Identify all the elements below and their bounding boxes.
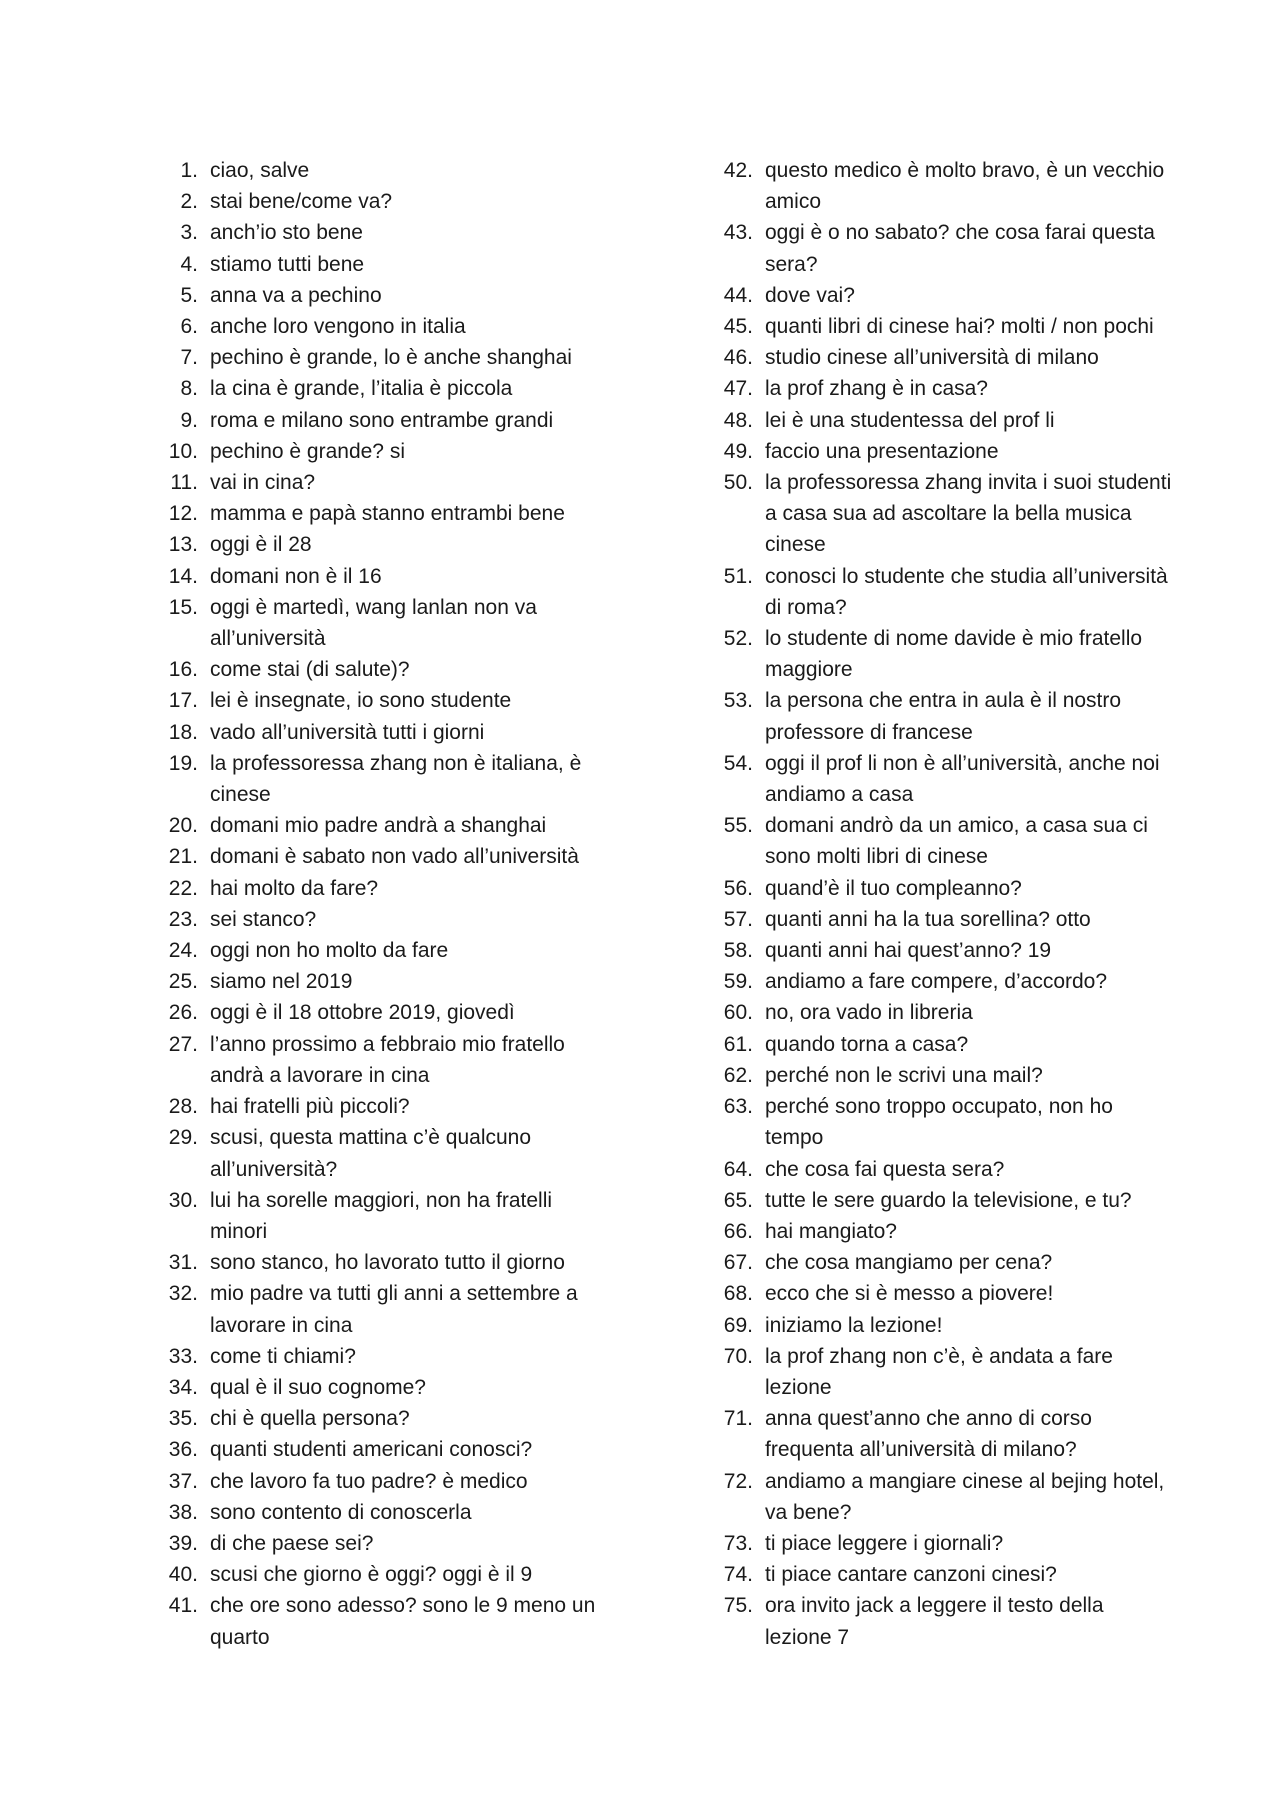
right-column	[705, 155, 1175, 1653]
list-item-text: roma e milano sono entrambe grandi	[210, 408, 554, 432]
list-item-number: 43.	[723, 221, 753, 245]
list-item-text: stiamo tutti bene	[210, 252, 365, 276]
list-item-number: 18.	[168, 720, 198, 744]
list-item	[150, 997, 610, 1028]
list-item	[705, 904, 1175, 935]
list-item-number: 30.	[168, 1188, 198, 1212]
list-item-text: anch’io sto bene	[210, 221, 363, 245]
list-item-text: mio padre va tutti gli anni a settembre a lavorare in cina	[210, 1282, 578, 1337]
list-item-text: hai molto da fare?	[210, 876, 379, 900]
list-item-number: 53.	[723, 689, 753, 713]
list-item-text: la persona che entra in aula è il nostro professore di francese	[765, 689, 1122, 744]
list-item-number: 9.	[180, 408, 198, 432]
list-item-text: siamo nel 2019	[210, 970, 353, 994]
list-item-number: 12.	[168, 502, 198, 526]
list-item-text: la cina è grande, l’italia è piccola	[210, 377, 513, 401]
list-item	[150, 280, 610, 311]
list-item	[705, 1216, 1175, 1247]
list-item-number: 52.	[723, 627, 753, 651]
list-item-number: 49.	[723, 439, 753, 463]
list-item	[150, 873, 610, 904]
list-item	[150, 1091, 610, 1122]
list-item-number: 47.	[723, 377, 753, 401]
list-item-number: 29.	[168, 1126, 198, 1150]
list-item-text: lei è una studentessa del prof li	[765, 408, 1055, 432]
list-item	[150, 1185, 610, 1247]
list-item-text: stai bene/come va?	[210, 190, 393, 214]
list-item-text: oggi è o no sabato? che cosa farai questa sera?	[765, 221, 1155, 276]
list-item-number: 37.	[168, 1469, 198, 1493]
list-item	[150, 1122, 610, 1184]
list-item-text: perché non le scrivi una mail?	[765, 1063, 1043, 1087]
list-item	[150, 685, 610, 716]
list-item-number: 27.	[168, 1032, 198, 1056]
list-item-number: 28.	[168, 1095, 198, 1119]
list-item-text: scusi che giorno è oggi? oggi è il 9	[210, 1563, 533, 1587]
list-item-number: 35.	[168, 1407, 198, 1431]
list-item-number: 64.	[723, 1157, 753, 1181]
list-item-number: 15.	[168, 595, 198, 619]
list-item-number: 54.	[723, 751, 753, 775]
list-item-text: questo medico è molto bravo, è un vecchio amico	[765, 159, 1165, 214]
list-item-number: 57.	[723, 907, 753, 931]
list-item-number: 68.	[723, 1282, 753, 1306]
list-item-number: 4.	[180, 252, 198, 276]
list-item-text: lei è insegnate, io sono studente	[210, 689, 512, 713]
list-item-number: 70.	[723, 1344, 753, 1368]
list-item-number: 59.	[723, 970, 753, 994]
list-item-number: 60.	[723, 1001, 753, 1025]
list-item	[150, 654, 610, 685]
list-item	[705, 748, 1175, 810]
list-item-number: 13.	[168, 533, 198, 557]
list-item-number: 39.	[168, 1531, 198, 1555]
list-item-number: 66.	[723, 1219, 753, 1243]
list-item-number: 42.	[723, 159, 753, 182]
list-item	[705, 1559, 1175, 1590]
list-item-text: come ti chiami?	[210, 1344, 356, 1368]
list-item-text: l’anno prossimo a febbraio mio fratello andrà a lavorare in cina	[210, 1032, 565, 1087]
list-item	[705, 155, 1175, 217]
list-item-number: 51.	[723, 564, 753, 588]
list-item-number: 8.	[180, 377, 198, 401]
list-item	[705, 1091, 1175, 1153]
list-item-text: pechino è grande? si	[210, 439, 405, 463]
list-item-text: oggi non ho molto da fare	[210, 939, 449, 963]
list-item-text: hai mangiato?	[765, 1219, 897, 1243]
list-item-text: che cosa mangiamo per cena?	[765, 1251, 1053, 1275]
list-item	[705, 342, 1175, 373]
list-item-text: anna va a pechino	[210, 283, 382, 307]
list-item-number: 17.	[168, 689, 198, 713]
list-item-text: mamma e papà stanno entrambi bene	[210, 502, 565, 526]
list-item-number: 44.	[723, 283, 753, 307]
list-item	[705, 217, 1175, 279]
list-item-number: 14.	[168, 564, 198, 588]
list-item	[150, 935, 610, 966]
list-item	[705, 966, 1175, 997]
list-item-text: lui ha sorelle maggiori, non ha fratelli minori	[210, 1188, 553, 1243]
list-item	[705, 1154, 1175, 1185]
list-item-text: hai fratelli più piccoli?	[210, 1095, 410, 1119]
list-item	[705, 311, 1175, 342]
list-item-text: oggi è martedì, wang lanlan non va all’università	[210, 595, 537, 651]
list-item	[150, 561, 610, 592]
list-item-text: lo studente di nome davide è mio fratello maggiore	[765, 627, 1143, 682]
list-item	[705, 467, 1175, 561]
list-item-number: 55.	[723, 814, 753, 838]
list-item-text: di che paese sei?	[210, 1531, 374, 1555]
list-item	[705, 1590, 1175, 1652]
list-item	[150, 1528, 610, 1559]
list-item-text: che cosa fai questa sera?	[765, 1157, 1005, 1181]
list-item-number: 5.	[180, 283, 198, 307]
list-item-number: 46.	[723, 346, 753, 370]
list-item-text: oggi il prof li non è all’università, anche noi andiamo a casa	[765, 751, 1160, 807]
list-item-number: 75.	[723, 1594, 753, 1618]
list-item	[705, 935, 1175, 966]
list-item-number: 45.	[723, 315, 753, 339]
list-item	[705, 997, 1175, 1028]
list-item-number: 38.	[168, 1500, 198, 1524]
list-item-text: sei stanco?	[210, 907, 317, 931]
list-item	[150, 436, 610, 467]
list-item-number: 19.	[168, 751, 198, 775]
list-item-number: 74.	[723, 1563, 753, 1587]
list-item-text: andiamo a mangiare cinese al bejing hotel, va bene?	[765, 1469, 1165, 1524]
list-item-text: la prof zhang è in casa?	[765, 377, 988, 401]
list-item-text: quanti libri di cinese hai? molti / non pochi	[765, 315, 1154, 339]
left-column	[150, 155, 610, 1653]
list-item	[705, 1029, 1175, 1060]
list-item-number: 63.	[723, 1095, 753, 1119]
list-item-text: quanti studenti americani conosci?	[210, 1438, 533, 1462]
list-item	[150, 1372, 610, 1403]
list-item-number: 67.	[723, 1251, 753, 1275]
list-item-text: ti piace leggere i giornali?	[765, 1531, 1004, 1555]
list-item-text: anna quest’anno che anno di corso frequenta all’università di milano?	[765, 1407, 1092, 1462]
list-item-text: la professoressa zhang non è italiana, è cinese	[210, 751, 582, 807]
list-item-text: ora invito jack a leggere il testo della lezione 7	[765, 1594, 1104, 1649]
list-item	[150, 405, 610, 436]
list-item-number: 61.	[723, 1032, 753, 1056]
list-item-text: perché sono troppo occupato, non ho tempo	[765, 1095, 1113, 1150]
list-item-text: conosci lo studente che studia all’università di roma?	[765, 564, 1168, 619]
list-item	[150, 186, 610, 217]
list-item-text: anche loro vengono in italia	[210, 315, 466, 339]
list-item-number: 33.	[168, 1344, 198, 1368]
list-item	[705, 373, 1175, 404]
list-item	[705, 810, 1175, 872]
list-item-text: quand’è il tuo compleanno?	[765, 876, 1022, 900]
list-item	[150, 342, 610, 373]
list-item-text: qual è il suo cognome?	[210, 1375, 426, 1399]
list-item	[705, 685, 1175, 747]
list-item-text: domani mio padre andrà a shanghai	[210, 814, 547, 838]
list-item-text: pechino è grande, lo è anche shanghai	[210, 346, 572, 370]
list-item-text: la professoressa zhang invita i suoi studenti a casa sua ad ascoltare la bella musica cinese	[765, 471, 1172, 557]
list-item	[150, 748, 610, 810]
list-item-text: quando torna a casa?	[765, 1032, 969, 1056]
list-item-number: 7.	[180, 346, 198, 370]
list-item-text: dove vai?	[765, 283, 855, 307]
list-item-number: 41.	[168, 1594, 198, 1618]
list-item	[150, 311, 610, 342]
list-item	[150, 249, 610, 280]
list-item	[705, 623, 1175, 685]
list-item-text: domani andrò da un amico, a casa sua ci sono molti libri di cinese	[765, 814, 1148, 869]
numbered-list-left	[150, 155, 610, 1653]
list-item-number: 26.	[168, 1001, 198, 1025]
list-item-text: oggi è il 28	[210, 533, 312, 557]
list-item	[150, 966, 610, 997]
list-item	[705, 1403, 1175, 1465]
list-item	[705, 436, 1175, 467]
list-item	[150, 1278, 610, 1340]
list-item-number: 48.	[723, 408, 753, 432]
list-item-text: quanti anni hai quest’anno? 19	[765, 939, 1052, 963]
list-item-number: 10.	[168, 439, 198, 463]
list-item-number: 71.	[723, 1407, 753, 1431]
list-item-text: vado all’università tutti i giorni	[210, 720, 485, 744]
list-item-text: iniziamo la lezione!	[765, 1313, 943, 1337]
list-item	[705, 1528, 1175, 1559]
list-item-text: tutte le sere guardo la televisione, e tu?	[765, 1188, 1132, 1212]
list-item	[150, 373, 610, 404]
list-item-number: 69.	[723, 1313, 753, 1337]
list-item	[705, 1185, 1175, 1216]
list-item	[705, 1278, 1175, 1309]
list-item-text: ecco che si è messo a piovere!	[765, 1282, 1054, 1306]
list-item	[150, 498, 610, 529]
list-item-text: no, ora vado in libreria	[765, 1001, 973, 1025]
list-item	[150, 1029, 610, 1091]
list-item	[150, 1590, 610, 1652]
list-item	[705, 873, 1175, 904]
list-item-text: quanti anni ha la tua sorellina? otto	[765, 907, 1091, 931]
list-item	[150, 717, 610, 748]
numbered-list-right	[705, 155, 1175, 1653]
list-item-text: domani non è il 16	[210, 564, 382, 588]
list-item-text: oggi è il 18 ottobre 2019, giovedì	[210, 1001, 515, 1025]
list-item	[705, 280, 1175, 311]
list-item-number: 36.	[168, 1438, 198, 1462]
list-item	[150, 1466, 610, 1497]
list-item-text: andiamo a fare compere, d’accordo?	[765, 970, 1108, 994]
list-item	[150, 841, 610, 872]
list-item-text: chi è quella persona?	[210, 1407, 410, 1431]
list-item-text: che ore sono adesso? sono le 9 meno un quarto	[210, 1594, 596, 1649]
list-item-number: 1.	[180, 159, 198, 182]
list-item	[150, 467, 610, 498]
list-item-number: 24.	[168, 939, 198, 963]
list-item-number: 3.	[180, 221, 198, 245]
list-item-number: 21.	[168, 845, 198, 869]
list-item	[150, 1247, 610, 1278]
list-item-number: 56.	[723, 876, 753, 900]
list-item	[705, 1466, 1175, 1528]
list-item-text: domani è sabato non vado all’università	[210, 845, 579, 869]
list-item	[150, 1434, 610, 1465]
list-item-number: 40.	[168, 1563, 198, 1587]
list-item	[150, 155, 610, 186]
list-item	[150, 810, 610, 841]
list-item	[705, 561, 1175, 623]
list-item	[150, 529, 610, 560]
list-item-number: 22.	[168, 876, 198, 900]
list-item-number: 73.	[723, 1531, 753, 1555]
list-item	[150, 904, 610, 935]
list-item	[150, 592, 610, 654]
list-item-text: ti piace cantare canzoni cinesi?	[765, 1563, 1057, 1587]
list-item	[705, 1247, 1175, 1278]
list-item-text: che lavoro fa tuo padre? è medico	[210, 1469, 528, 1493]
list-item	[705, 1341, 1175, 1403]
list-item-number: 50.	[723, 471, 753, 495]
list-item-number: 31.	[168, 1251, 198, 1275]
list-item-number: 65.	[723, 1188, 753, 1212]
list-item-number: 58.	[723, 939, 753, 963]
list-item-text: scusi, questa mattina c’è qualcuno all’università?	[210, 1126, 532, 1181]
list-item-number: 2.	[180, 190, 198, 214]
list-item-text: la prof zhang non c’è, è andata a fare lezione	[765, 1344, 1113, 1399]
list-item	[150, 1403, 610, 1434]
list-item-text: faccio una presentazione	[765, 439, 999, 463]
list-item-number: 72.	[723, 1469, 753, 1493]
list-item-number: 11.	[170, 471, 198, 495]
list-item	[150, 1497, 610, 1528]
list-item-text: sono contento di conoscerla	[210, 1500, 472, 1524]
list-item-number: 6.	[180, 315, 198, 339]
list-item-text: sono stanco, ho lavorato tutto il giorno	[210, 1251, 565, 1275]
list-item-number: 34.	[168, 1375, 198, 1399]
list-item-text: ciao, salve	[210, 159, 310, 182]
list-item-number: 16.	[168, 658, 198, 682]
list-item-text: come stai (di salute)?	[210, 658, 410, 682]
list-item	[150, 217, 610, 248]
list-item-number: 23.	[168, 907, 198, 931]
list-item	[705, 1310, 1175, 1341]
list-item	[705, 1060, 1175, 1091]
list-item	[150, 1559, 610, 1590]
list-item-number: 32.	[168, 1282, 198, 1306]
list-item-text: vai in cina?	[210, 471, 316, 495]
list-item	[150, 1341, 610, 1372]
list-item	[705, 405, 1175, 436]
list-item-number: 20.	[168, 814, 198, 838]
list-item-number: 25.	[168, 970, 198, 994]
list-item-text: studio cinese all’università di milano	[765, 346, 1099, 370]
list-item-number: 62.	[723, 1063, 753, 1087]
